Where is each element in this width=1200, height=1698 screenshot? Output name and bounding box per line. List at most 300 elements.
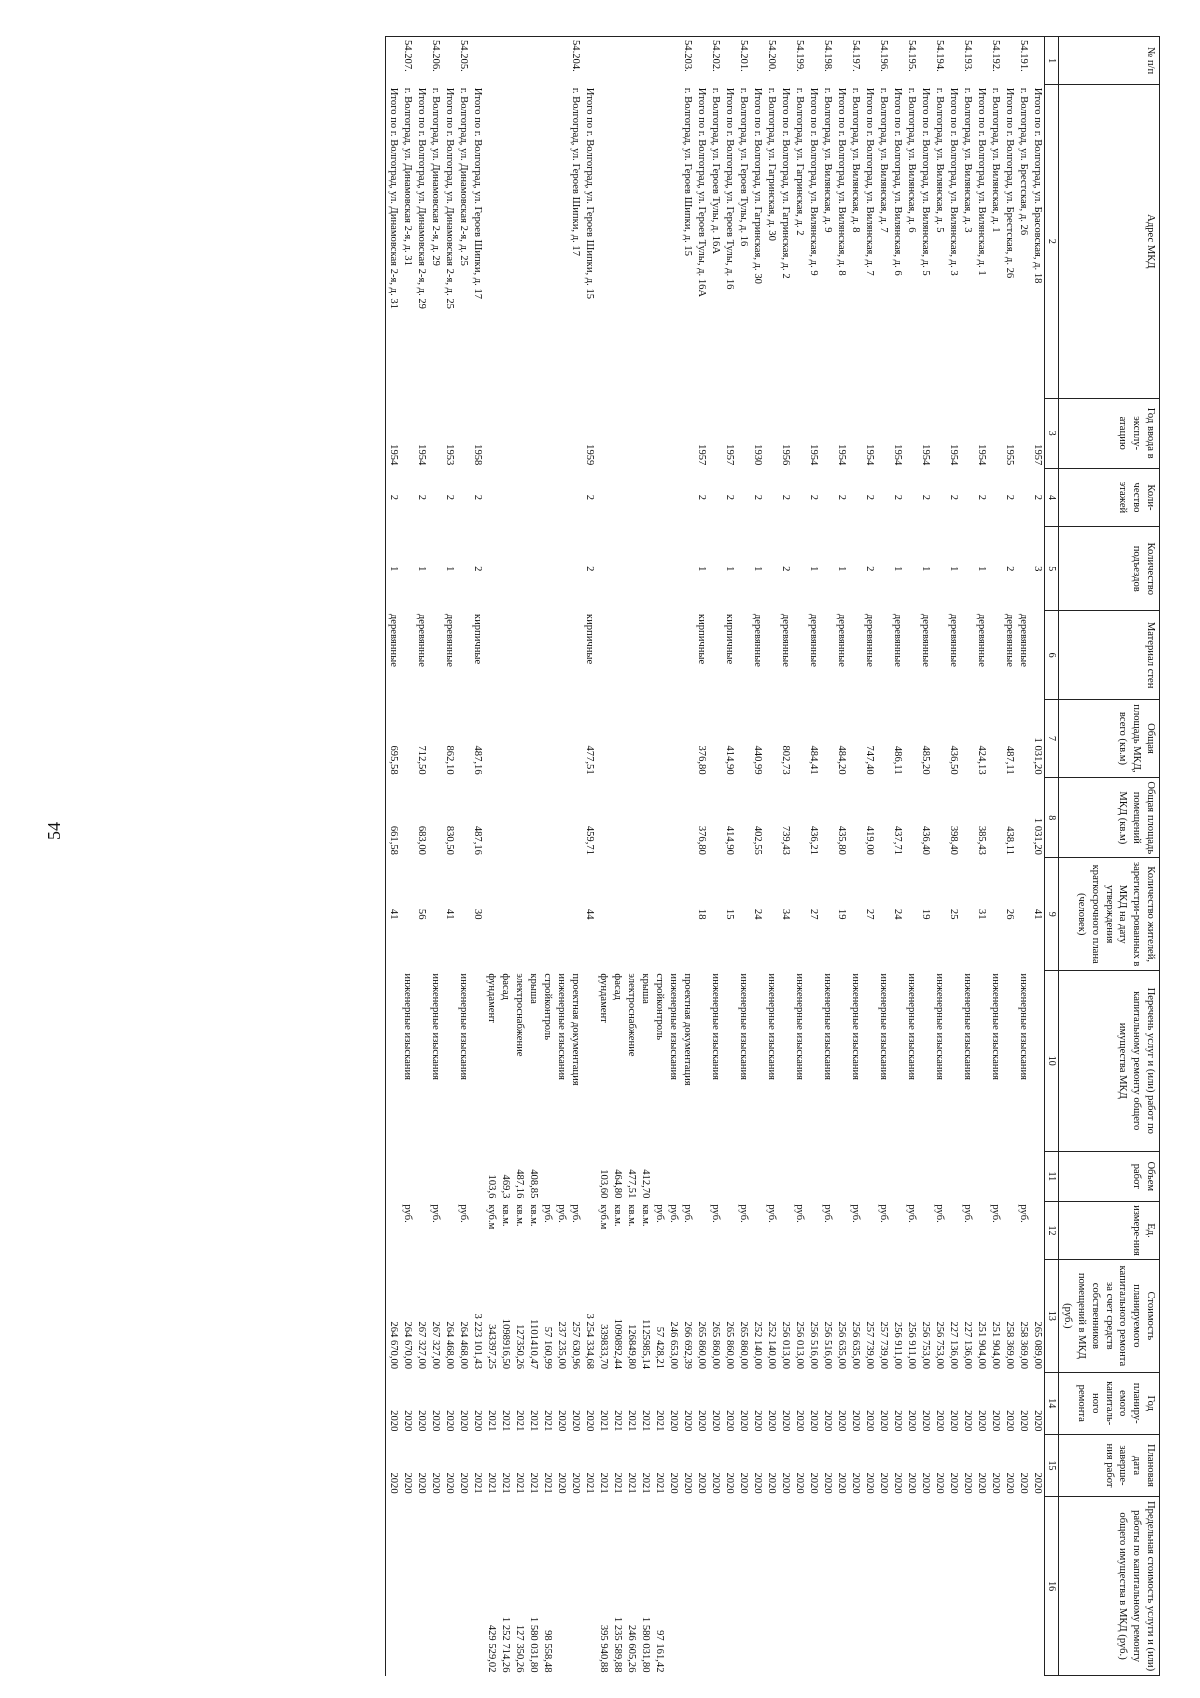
table-cell: 1 (947, 566, 959, 572)
table-cell (554, 858, 568, 970)
table-cell: 252 140,00 (765, 1321, 777, 1370)
table-cell: 1958 (471, 444, 483, 466)
column-number-5: 5 (1044, 527, 1058, 611)
table-cell (526, 611, 540, 699)
table-cell: 1930 (751, 444, 763, 466)
table-cell (1002, 37, 1016, 85)
table-cell: 747,40 (863, 745, 875, 775)
table-cell: 126849,80 (625, 1324, 637, 1370)
table-cell (666, 778, 680, 858)
table-cell (456, 468, 470, 526)
table-cell: 30 (471, 908, 483, 920)
table-cell (988, 1151, 1002, 1201)
table-cell: руб. (555, 1204, 567, 1223)
table-cell: 34 (779, 908, 791, 920)
column-header-9: Количество жителей, зарегистри-рованных в МКД на дату утверждения краткосрочного плана (человек) (1058, 858, 1159, 970)
table-cell (484, 778, 498, 858)
table-cell (610, 858, 624, 970)
table-cell (638, 85, 652, 398)
table-cell (526, 699, 540, 777)
table-cell (540, 527, 554, 611)
table-cell (974, 1151, 988, 1201)
table-cell: 862,10 (443, 745, 455, 775)
table-cell: 256 516,00 (821, 1321, 833, 1370)
table-cell: 2 (835, 494, 847, 501)
table-cell: руб. (653, 1204, 665, 1223)
table-cell (764, 398, 778, 468)
table-cell (1002, 1497, 1016, 1676)
table-cell (652, 1151, 666, 1201)
table-cell: 2020 (1017, 1472, 1029, 1494)
table-cell: Итого по г. Волгоград, ул. Брасовская, д. 18 (1031, 87, 1043, 284)
table-cell: 2 (1003, 494, 1015, 501)
table-cell (428, 1151, 442, 1201)
table-cell: 2 (975, 494, 987, 501)
table-cell: 54.198. (820, 37, 834, 85)
table-cell: деревянные (891, 613, 903, 667)
table-cell (960, 398, 974, 468)
table-cell: 54.192. (988, 37, 1002, 85)
table-cell: 237 235,00 (555, 1321, 567, 1370)
table-cell: 2020 (415, 1410, 427, 1432)
table-cell (960, 527, 974, 611)
table-cell (820, 527, 834, 611)
table-cell: инженерные изыскания (765, 973, 777, 1081)
table-cell (554, 527, 568, 611)
table-cell (708, 611, 722, 699)
table-cell (974, 1497, 988, 1676)
table-cell (596, 858, 610, 970)
table-cell (848, 398, 862, 468)
table-cell: 2020 (891, 1472, 903, 1494)
table-cell: 802,73 (779, 745, 791, 775)
table-cell (624, 699, 638, 777)
table-cell (400, 858, 414, 970)
table-row (1016, 37, 1030, 1676)
table-cell: 257 630,96 (569, 1321, 581, 1370)
table-row (694, 37, 708, 1676)
table-cell (1016, 699, 1030, 777)
table-cell: деревянные (947, 613, 959, 667)
table-cell (1030, 1201, 1044, 1259)
table-cell (764, 527, 778, 611)
table-cell (596, 37, 610, 85)
table-row (960, 37, 974, 1676)
table-cell (918, 37, 932, 85)
table-cell (876, 1151, 890, 1201)
table-cell (848, 699, 862, 777)
table-cell: 2021 (653, 1410, 665, 1432)
table-cell: руб. (429, 1204, 441, 1223)
table-cell (456, 527, 470, 611)
table-cell: инженерные изыскания (555, 973, 567, 1081)
table-cell: 54.206. (428, 37, 442, 85)
table-cell (680, 527, 694, 611)
table-cell: Итого по г. Волгоград, ул. Героев Тулы, д. 16 (723, 87, 735, 290)
table-cell (512, 699, 526, 777)
table-cell: 256 753,00 (933, 1321, 945, 1370)
table-cell: 1 031,20 (1031, 817, 1043, 855)
table-cell (498, 468, 512, 526)
table-cell: Итого по г. Волгоград, ул. Динамовская 2-я, д. 29 (415, 87, 427, 309)
table-cell: 2020 (989, 1472, 1001, 1494)
table-cell: 419,00 (863, 825, 875, 855)
table-cell: 2020 (667, 1410, 679, 1432)
table-cell (764, 778, 778, 858)
table-cell (792, 611, 806, 699)
table-cell (820, 1151, 834, 1201)
table-cell: 2021 (611, 1472, 623, 1494)
column-number-15: 15 (1044, 1434, 1058, 1496)
table-cell (470, 1201, 484, 1259)
table-cell (946, 37, 960, 85)
table-cell (848, 778, 862, 858)
table-cell: 54.204. (568, 37, 582, 85)
table-cell: 487,16 (513, 1169, 525, 1199)
table-cell: проектная документация (681, 973, 693, 1086)
table-cell (918, 1497, 932, 1676)
table-cell: г. Волгоград, ул. Вилянская, д. 6 (905, 87, 917, 233)
table-cell: 2020 (695, 1472, 707, 1494)
column-number-4: 4 (1044, 468, 1058, 526)
table-cell: кв.м. (513, 1204, 525, 1227)
table-cell (820, 611, 834, 699)
table-cell: 484,20 (835, 745, 847, 775)
table-cell (428, 611, 442, 699)
table-row (596, 37, 610, 1676)
table-cell: 2020 (765, 1472, 777, 1494)
table-cell: 103,60 (597, 1169, 609, 1199)
table-cell: 2021 (653, 1472, 665, 1494)
table-cell (932, 858, 946, 970)
table-cell (834, 1201, 848, 1259)
table-cell (498, 611, 512, 699)
table-cell: руб. (905, 1204, 917, 1223)
table-cell (512, 858, 526, 970)
column-header-10: Перечень услуг и (или) работ по капитальному ремонту общего имущества МКД (1058, 970, 1159, 1151)
table-cell (876, 611, 890, 699)
table-row (848, 37, 862, 1676)
table-cell: 343397,25 (485, 1324, 497, 1370)
table-cell: 2021 (513, 1410, 525, 1432)
column-header-2: Адрес МКД (1058, 85, 1159, 398)
table-row (666, 37, 680, 1676)
table-cell (792, 398, 806, 468)
table-cell: 2020 (471, 1410, 483, 1432)
table-cell (526, 527, 540, 611)
table-cell: 2020 (681, 1472, 693, 1494)
table-cell: 256 013,00 (779, 1321, 791, 1370)
table-row (806, 37, 820, 1676)
table-cell (792, 468, 806, 526)
table-cell: 2020 (429, 1410, 441, 1432)
table-cell (820, 398, 834, 468)
table-cell: 2 (779, 494, 791, 501)
column-number-6: 6 (1044, 611, 1058, 699)
table-cell (1016, 1151, 1030, 1201)
table-cell: Итого по г. Волгоград, ул. Вилянская, д. 9 (807, 87, 819, 276)
table-cell: 2021 (499, 1410, 511, 1432)
table-cell (792, 1497, 806, 1676)
table-cell: инженерные изыскания (401, 973, 413, 1081)
column-number-7: 7 (1044, 699, 1058, 777)
table-cell (722, 970, 736, 1151)
table-cell: 2020 (737, 1472, 749, 1494)
table-cell: 2 (947, 494, 959, 501)
table-cell: деревянные (975, 613, 987, 667)
table-cell (708, 778, 722, 858)
table-cell (862, 1151, 876, 1201)
table-cell: 246 653,00 (667, 1321, 679, 1370)
table-cell: 57 428,21 (653, 1326, 665, 1370)
table-cell: 2020 (751, 1472, 763, 1494)
table-cell (904, 468, 918, 526)
table-cell: 2020 (975, 1472, 987, 1494)
table-cell: 257 739,00 (877, 1321, 889, 1370)
table-cell (960, 1497, 974, 1676)
table-cell: 2020 (933, 1472, 945, 1494)
table-cell (442, 1201, 456, 1259)
table-cell (400, 699, 414, 777)
table-cell: Итого по г. Волгоград, ул. Вилянская, д. 3 (947, 87, 959, 276)
table-cell: инженерные изыскания (737, 973, 749, 1081)
table-cell: электроснабжение (625, 973, 637, 1057)
table-cell (484, 468, 498, 526)
table-cell (470, 1151, 484, 1201)
table-cell: 2 (583, 494, 595, 501)
table-cell (512, 527, 526, 611)
table-cell: Итого по г. Волгоград, ул. Динамовская 2-я, д. 31 (386, 85, 400, 398)
table-cell: 19 (835, 908, 847, 920)
table-cell (694, 1151, 708, 1201)
table-row (722, 37, 736, 1676)
table-row (708, 37, 722, 1676)
table-cell: 487,16 (471, 825, 483, 855)
table-cell (890, 37, 904, 85)
table-cell: фасад (611, 973, 623, 1000)
table-cell (988, 398, 1002, 468)
table-cell: 267 327,00 (415, 1321, 427, 1370)
table-cell: 2021 (597, 1410, 609, 1432)
table-row (750, 37, 764, 1676)
table-cell: деревянные (1003, 613, 1015, 667)
table-cell (862, 1201, 876, 1259)
table-cell (792, 858, 806, 970)
table-cell: крыша (639, 973, 651, 1004)
table-cell (708, 527, 722, 611)
table-cell (736, 778, 750, 858)
table-cell (680, 1497, 694, 1676)
table-cell: руб. (457, 1204, 469, 1223)
table-cell: 2021 (597, 1472, 609, 1494)
table-cell (386, 970, 400, 1151)
table-row (862, 37, 876, 1676)
table-cell: 2020 (386, 1372, 400, 1434)
table-cell (596, 85, 610, 398)
table-cell: 2020 (667, 1472, 679, 1494)
table-cell: 2020 (849, 1410, 861, 1432)
table-cell (918, 1151, 932, 1201)
table-cell: 429 529,02 (485, 1624, 497, 1673)
table-cell (624, 611, 638, 699)
table-cell (932, 778, 946, 858)
table-cell: 267 327,00 (429, 1321, 441, 1370)
table-cell: 264 468,00 (457, 1321, 469, 1370)
table-cell (904, 858, 918, 970)
table-cell (554, 1497, 568, 1676)
table-cell (764, 468, 778, 526)
table-cell: 54.199. (792, 37, 806, 85)
table-cell (680, 858, 694, 970)
table-cell: 2020 (569, 1472, 581, 1494)
table-cell: деревянные (919, 613, 931, 667)
table-cell: 2020 (821, 1472, 833, 1494)
table-cell: 437,71 (891, 825, 903, 855)
table-cell: инженерные изыскания (429, 973, 441, 1081)
table-cell (638, 858, 652, 970)
table-cell (890, 1201, 904, 1259)
table-cell (778, 1497, 792, 1676)
table-cell: 2021 (583, 1472, 595, 1494)
table-cell (666, 398, 680, 468)
table-cell: 3 223 101,43 (471, 1313, 483, 1370)
table-cell: 41 (1031, 908, 1043, 920)
table-cell (904, 398, 918, 468)
table-cell (652, 611, 666, 699)
table-row (764, 37, 778, 1676)
table-cell (750, 1497, 764, 1676)
table-cell: г. Волгоград, ул. Брестская, д. 26 (1017, 87, 1029, 236)
table-cell (876, 699, 890, 777)
table-cell (666, 1497, 680, 1676)
table-cell: стройконтроль (541, 973, 553, 1041)
column-number-16: 16 (1044, 1497, 1058, 1676)
table-cell (470, 37, 484, 85)
table-cell (946, 1151, 960, 1201)
table-body (386, 37, 1045, 1676)
table-cell: 256 635,00 (835, 1321, 847, 1370)
table-cell: 2 (723, 494, 735, 501)
table-cell: 264 670,00 (386, 1260, 400, 1372)
table-cell (526, 398, 540, 468)
table-cell: 2020 (821, 1410, 833, 1432)
table-cell: 258 369,00 (1017, 1321, 1029, 1370)
table-cell (778, 37, 792, 85)
table-cell: 2 (1031, 494, 1043, 501)
table-cell (624, 858, 638, 970)
header-row (1058, 37, 1159, 1676)
table-cell (946, 970, 960, 1151)
table-row (974, 37, 988, 1676)
table-cell: 2021 (541, 1410, 553, 1432)
table-cell: кирпичные (723, 613, 735, 665)
table-cell: 2021 (527, 1410, 539, 1432)
table-row (1030, 37, 1044, 1676)
table-cell: 2020 (751, 1410, 763, 1432)
table-row (680, 37, 694, 1676)
table-cell (904, 527, 918, 611)
table-cell: 2 (807, 494, 819, 501)
table-cell: 1125985,14 (639, 1319, 651, 1370)
table-cell: 438,11 (1003, 826, 1015, 855)
table-cell: 459,71 (583, 825, 595, 855)
table-cell: 2021 (499, 1472, 511, 1494)
table-cell: 2020 (961, 1472, 973, 1494)
table-cell: 2020 (905, 1410, 917, 1432)
table-cell (792, 699, 806, 777)
table-cell: 2020 (737, 1410, 749, 1432)
table-cell: 265 089,00 (1031, 1321, 1043, 1370)
table-cell (974, 37, 988, 85)
table-cell (722, 1151, 736, 1201)
table-cell: руб. (709, 1204, 721, 1223)
table-cell (904, 611, 918, 699)
table-cell: 1954 (975, 444, 987, 466)
table-cell (554, 699, 568, 777)
table-cell (792, 778, 806, 858)
table-cell: 2020 (989, 1410, 1001, 1432)
table-cell: 2020 (401, 1472, 413, 1494)
table-cell: 1953 (443, 444, 455, 466)
table-cell: 2020 (569, 1410, 581, 1432)
table-cell: руб. (961, 1204, 973, 1223)
table-cell: 2020 (835, 1410, 847, 1432)
table-cell: руб. (877, 1204, 889, 1223)
table-cell (764, 611, 778, 699)
table-cell (736, 1497, 750, 1676)
table-cell: руб. (541, 1204, 553, 1223)
table-cell (610, 398, 624, 468)
table-cell (1030, 37, 1044, 85)
table-row (652, 37, 666, 1676)
table-cell: 1954 (386, 398, 400, 468)
table-cell: 1 580 031,80 (527, 1616, 539, 1673)
table-row (932, 37, 946, 1676)
table-cell (652, 468, 666, 526)
table-cell: 2021 (639, 1410, 651, 1432)
table-cell (680, 1151, 694, 1201)
table-cell (750, 1201, 764, 1259)
table-cell: 2020 (709, 1472, 721, 1494)
table-cell: 2020 (807, 1410, 819, 1432)
table-cell (876, 1497, 890, 1676)
table-cell (428, 858, 442, 970)
table-cell (764, 1151, 778, 1201)
table-cell: 264 670,00 (401, 1321, 413, 1370)
table-cell (582, 970, 596, 1151)
table-cell: 2020 (555, 1472, 567, 1494)
table-cell (918, 970, 932, 1151)
table-cell: 1 235 589,88 (611, 1616, 623, 1673)
table-cell: 395 940,88 (597, 1624, 609, 1673)
table-cell: 2020 (1031, 1410, 1043, 1432)
table-row (876, 37, 890, 1676)
table-cell (904, 1497, 918, 1676)
table-cell (834, 1151, 848, 1201)
table-cell: 436,21 (807, 825, 819, 855)
table-row (512, 37, 526, 1676)
table-cell: деревянные (835, 613, 847, 667)
table-cell (848, 1497, 862, 1676)
table-cell: г. Волгоград, ул. Героев Шипки, д. 15 (681, 87, 693, 256)
table-cell: 1 252 714,26 (499, 1616, 511, 1673)
column-header-5: Количество подъездов (1058, 527, 1159, 611)
table-row (442, 37, 456, 1676)
column-header-14: Год планиру-емого капиталь-ного ремонта (1058, 1372, 1159, 1434)
table-cell (414, 1151, 428, 1201)
table-cell (666, 37, 680, 85)
table-cell: 57 160,99 (541, 1326, 553, 1370)
